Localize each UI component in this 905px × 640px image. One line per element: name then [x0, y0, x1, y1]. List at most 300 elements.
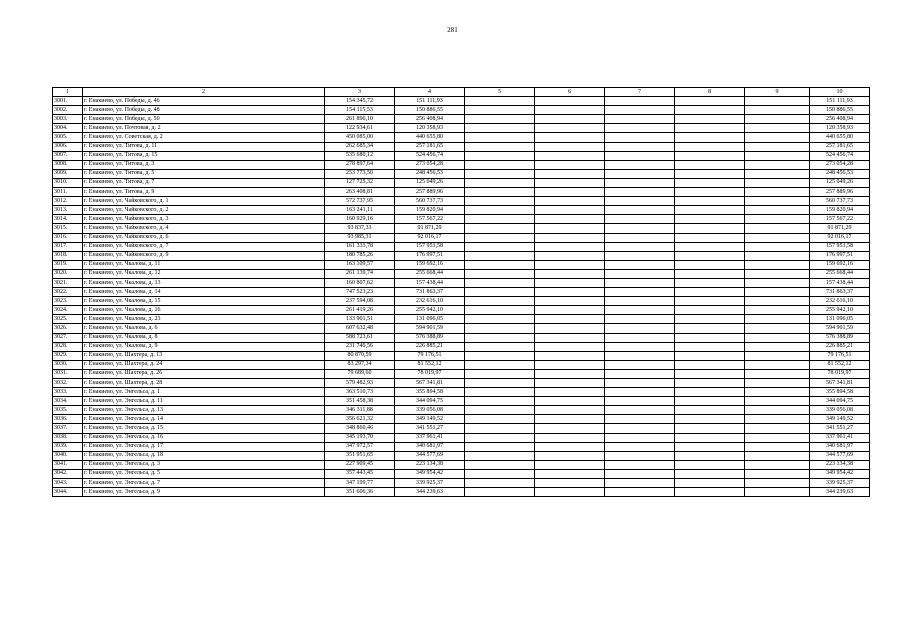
table-row: [53, 142, 870, 151]
row-empty-col6: [535, 369, 605, 378]
row-address: г. Енакиево, ул. Энгельса, д. 9: [83, 488, 325, 497]
row-value-col3: 535 680,12: [325, 151, 395, 160]
row-empty-col9: [745, 415, 810, 424]
row-empty-col7: [605, 315, 675, 324]
row-value-col3: 263 408,81: [325, 188, 395, 197]
row-empty-col6: [535, 151, 605, 160]
row-empty-col8: [675, 133, 745, 142]
row-address: г. Енакиево, ул. Шахтера, д. 28: [83, 379, 325, 388]
row-value-col4: 151 111,93: [395, 97, 465, 106]
row-number: 3029.: [53, 351, 83, 360]
row-empty-col6: [535, 124, 605, 133]
row-empty-col8: [675, 451, 745, 460]
table-row: [53, 424, 870, 433]
row-value-col4: 344 577,69: [395, 451, 465, 460]
row-empty-col9: [745, 306, 810, 315]
page-number: 281: [447, 26, 458, 34]
row-value-col3: 93 985,31: [325, 233, 395, 242]
table-row: [53, 306, 870, 315]
row-address: г. Енакиево, ул. Энгельса, д. 14: [83, 415, 325, 424]
row-empty-col6: [535, 297, 605, 306]
row-value-col4: 176 997,51: [395, 251, 465, 260]
row-number: 3021.: [53, 278, 83, 287]
row-empty-col9: [745, 124, 810, 133]
table-row: [53, 224, 870, 233]
row-address: г. Енакиево, ул. Чайковского, д. 7: [83, 242, 325, 251]
table-row: [53, 333, 870, 342]
row-value-col10: 567 341,81: [810, 379, 870, 388]
row-number: 3042.: [53, 469, 83, 478]
row-empty-col8: [675, 288, 745, 297]
row-empty-col8: [675, 433, 745, 442]
row-empty-col8: [675, 342, 745, 351]
row-value-col10: 349 954,42: [810, 469, 870, 478]
row-value-col3: 154 345,72: [325, 97, 395, 106]
row-empty-col8: [675, 388, 745, 397]
row-empty-col6: [535, 342, 605, 351]
row-empty-col7: [605, 288, 675, 297]
row-empty-col5: [465, 424, 535, 433]
row-empty-col5: [465, 278, 535, 287]
row-empty-col9: [745, 142, 810, 151]
row-empty-col9: [745, 451, 810, 460]
row-empty-col8: [675, 260, 745, 269]
row-empty-col6: [535, 460, 605, 469]
row-empty-col5: [465, 242, 535, 251]
row-address: г. Енакиево, ул. Чкалова, д. 15: [83, 297, 325, 306]
table-row: [53, 469, 870, 478]
row-empty-col9: [745, 233, 810, 242]
row-value-col10: 576 388,89: [810, 333, 870, 342]
row-value-col10: 223 134,38: [810, 460, 870, 469]
row-value-col3: 346 311,88: [325, 406, 395, 415]
row-empty-col7: [605, 369, 675, 378]
row-empty-col9: [745, 406, 810, 415]
row-empty-col5: [465, 333, 535, 342]
row-empty-col7: [605, 397, 675, 406]
row-value-col10: 344 577,69: [810, 451, 870, 460]
row-value-col10: 81 552,12: [810, 360, 870, 369]
row-value-col3: 363 510,73: [325, 388, 395, 397]
row-empty-col9: [745, 469, 810, 478]
row-empty-col5: [465, 206, 535, 215]
row-value-col10: 524 456,74: [810, 151, 870, 160]
row-number: 3044.: [53, 488, 83, 497]
row-empty-col7: [605, 269, 675, 278]
row-empty-col7: [605, 124, 675, 133]
row-empty-col6: [535, 160, 605, 169]
row-empty-col6: [535, 397, 605, 406]
row-empty-col7: [605, 151, 675, 160]
row-empty-col7: [605, 178, 675, 187]
row-empty-col8: [675, 479, 745, 488]
row-empty-col8: [675, 488, 745, 497]
row-value-col3: 356 621,32: [325, 415, 395, 424]
column-header: 8: [675, 88, 745, 97]
row-address: г. Енакиево, ул. Чкалова, д. 12: [83, 269, 325, 278]
column-header: 1: [53, 88, 83, 97]
row-value-col10: 337 961,41: [810, 433, 870, 442]
row-empty-col5: [465, 433, 535, 442]
row-number: 3022.: [53, 288, 83, 297]
row-address: г. Енакиево, ул. Энгельса, д. 18: [83, 451, 325, 460]
row-empty-col8: [675, 151, 745, 160]
row-value-col4: 79 176,51: [395, 351, 465, 360]
row-value-col10: 594 901,59: [810, 324, 870, 333]
row-value-col10: 257 889,96: [810, 188, 870, 197]
row-empty-col6: [535, 379, 605, 388]
row-empty-col5: [465, 106, 535, 115]
row-empty-col9: [745, 188, 810, 197]
row-empty-col5: [465, 397, 535, 406]
row-number: 3023.: [53, 297, 83, 306]
row-address: г. Енакиево, ул. Титова, д. 11: [83, 142, 325, 151]
table-row: [53, 288, 870, 297]
row-empty-col5: [465, 97, 535, 106]
row-empty-col7: [605, 115, 675, 124]
row-empty-col9: [745, 169, 810, 178]
row-empty-col6: [535, 233, 605, 242]
row-empty-col5: [465, 133, 535, 142]
row-empty-col5: [465, 269, 535, 278]
row-empty-col7: [605, 388, 675, 397]
row-empty-col5: [465, 369, 535, 378]
row-number: 3030.: [53, 360, 83, 369]
row-value-col3: 163 109,57: [325, 260, 395, 269]
row-number: 3007.: [53, 151, 83, 160]
row-value-col3: 127 725,32: [325, 178, 395, 187]
row-empty-col6: [535, 197, 605, 206]
row-empty-col6: [535, 360, 605, 369]
row-empty-col8: [675, 406, 745, 415]
row-empty-col6: [535, 488, 605, 497]
row-value-col10: 176 997,51: [810, 251, 870, 260]
row-address: г. Енакиево, ул. Шахтера, д. 26: [83, 369, 325, 378]
row-value-col3: 351 458,38: [325, 397, 395, 406]
row-number: 3026.: [53, 324, 83, 333]
row-empty-col5: [465, 224, 535, 233]
row-empty-col6: [535, 142, 605, 151]
row-empty-col9: [745, 397, 810, 406]
row-empty-col6: [535, 406, 605, 415]
row-value-col10: 91 871,29: [810, 224, 870, 233]
row-value-col4: 257 181,65: [395, 142, 465, 151]
row-empty-col7: [605, 97, 675, 106]
row-number: 3031.: [53, 369, 83, 378]
row-value-col4: 226 885,21: [395, 342, 465, 351]
table-row: [53, 178, 870, 187]
table-row: [53, 488, 870, 497]
row-empty-col9: [745, 115, 810, 124]
row-number: 3035.: [53, 406, 83, 415]
row-value-col4: 524 456,74: [395, 151, 465, 160]
row-empty-col6: [535, 469, 605, 478]
row-number: 3005.: [53, 133, 83, 142]
row-empty-col7: [605, 324, 675, 333]
row-value-col3: 231 740,56: [325, 342, 395, 351]
table-row: [53, 278, 870, 287]
row-empty-col7: [605, 306, 675, 315]
row-empty-col5: [465, 479, 535, 488]
row-value-col4: 731 863,37: [395, 288, 465, 297]
row-value-col3: 163 241,11: [325, 206, 395, 215]
row-empty-col9: [745, 224, 810, 233]
row-address: г. Енакиево, ул. Победы, д. 48: [83, 106, 325, 115]
row-value-col4: 255 668,44: [395, 269, 465, 278]
row-empty-col6: [535, 97, 605, 106]
column-header: 5: [465, 88, 535, 97]
row-address: г. Енакиево, ул. Чкалова, д. 8: [83, 333, 325, 342]
column-header: 10: [810, 88, 870, 97]
row-empty-col6: [535, 442, 605, 451]
row-value-col3: 160 807,62: [325, 278, 395, 287]
row-address: г. Енакиево, ул. Шахтера, д. 24: [83, 360, 325, 369]
row-value-col3: 345 193,70: [325, 433, 395, 442]
row-value-col10: 257 181,65: [810, 142, 870, 151]
row-address: г. Енакиево, ул. Чайковского, д. 2: [83, 206, 325, 215]
row-value-col3: 261 896,10: [325, 115, 395, 124]
row-number: 3027.: [53, 333, 83, 342]
row-empty-col5: [465, 342, 535, 351]
row-number: 3013.: [53, 206, 83, 215]
row-value-col4: 120 358,93: [395, 124, 465, 133]
row-address: г. Енакиево, ул. Титова, д. 7: [83, 178, 325, 187]
row-value-col4: 150 886,55: [395, 106, 465, 115]
row-value-col4: 232 616,10: [395, 297, 465, 306]
row-empty-col8: [675, 333, 745, 342]
row-value-col10: 273 054,28: [810, 160, 870, 169]
row-number: 3003.: [53, 115, 83, 124]
row-address: г. Енакиево, ул. Победы, д. 50: [83, 115, 325, 124]
row-address: г. Енакиево, ул. Титова, д. 9: [83, 188, 325, 197]
row-value-col3: 180 785,26: [325, 251, 395, 260]
row-number: 3037.: [53, 424, 83, 433]
row-address: г. Енакиево, ул. Чайковского, д. 4: [83, 224, 325, 233]
row-address: г. Енакиево, ул. Чайковского, д. 9: [83, 251, 325, 260]
row-value-col10: 256 408,94: [810, 115, 870, 124]
row-empty-col7: [605, 242, 675, 251]
row-empty-col9: [745, 160, 810, 169]
column-header-row: [53, 88, 870, 97]
row-value-col10: 92 016,17: [810, 233, 870, 242]
row-empty-col5: [465, 260, 535, 269]
row-value-col4: 81 552,12: [395, 360, 465, 369]
row-value-col3: 237 594,08: [325, 297, 395, 306]
row-value-col4: 125 049,26: [395, 178, 465, 187]
row-empty-col7: [605, 406, 675, 415]
row-number: 3009.: [53, 169, 83, 178]
row-value-col10: 79 176,51: [810, 351, 870, 360]
row-number: 3039.: [53, 442, 83, 451]
row-empty-col8: [675, 188, 745, 197]
row-value-col4: 349 954,42: [395, 469, 465, 478]
row-value-col4: 594 901,59: [395, 324, 465, 333]
row-number: 3018.: [53, 251, 83, 260]
row-empty-col5: [465, 188, 535, 197]
table-row: [53, 406, 870, 415]
row-empty-col9: [745, 278, 810, 287]
row-empty-col6: [535, 251, 605, 260]
row-empty-col7: [605, 488, 675, 497]
row-empty-col6: [535, 433, 605, 442]
row-empty-col5: [465, 488, 535, 497]
row-empty-col7: [605, 360, 675, 369]
row-empty-col5: [465, 360, 535, 369]
row-address: г. Енакиево, ул. Энгельса, д. 11: [83, 397, 325, 406]
row-address: г. Енакиево, ул. Шахтера, д. 13: [83, 351, 325, 360]
row-empty-col8: [675, 324, 745, 333]
row-address: г. Енакиево, ул. Чайковского, д. 6: [83, 233, 325, 242]
row-empty-col8: [675, 442, 745, 451]
row-number: 3020.: [53, 269, 83, 278]
data-table: [52, 87, 870, 497]
table-row: [53, 315, 870, 324]
row-value-col3: 579 482,93: [325, 379, 395, 388]
row-empty-col9: [745, 424, 810, 433]
row-empty-col7: [605, 260, 675, 269]
row-empty-col7: [605, 379, 675, 388]
row-value-col10: 255 942,10: [810, 306, 870, 315]
table-row: [53, 97, 870, 106]
row-value-col10: 560 737,73: [810, 197, 870, 206]
row-empty-col6: [535, 388, 605, 397]
row-value-col10: 349 149,52: [810, 415, 870, 424]
row-empty-col6: [535, 260, 605, 269]
row-empty-col7: [605, 215, 675, 224]
row-value-col4: 344 094,75: [395, 397, 465, 406]
row-address: г. Енакиево, ул. Энгельса, д. 3: [83, 460, 325, 469]
row-address: г. Енакиево, ул. Энгельса, д. 15: [83, 424, 325, 433]
row-empty-col8: [675, 424, 745, 433]
row-address: г. Енакиево, ул. Титова, д. 3: [83, 160, 325, 169]
table-row: [53, 369, 870, 378]
row-value-col4: 159 820,94: [395, 206, 465, 215]
row-empty-col5: [465, 288, 535, 297]
row-empty-col9: [745, 460, 810, 469]
row-value-col10: 159 692,16: [810, 260, 870, 269]
row-value-col3: 351 606,36: [325, 488, 395, 497]
row-empty-col8: [675, 369, 745, 378]
row-number: 3004.: [53, 124, 83, 133]
row-empty-col6: [535, 415, 605, 424]
table-row: [53, 442, 870, 451]
row-empty-col9: [745, 479, 810, 488]
row-number: 3038.: [53, 433, 83, 442]
row-empty-col5: [465, 151, 535, 160]
row-number: 3033.: [53, 388, 83, 397]
row-number: 3041.: [53, 460, 83, 469]
row-number: 3017.: [53, 242, 83, 251]
column-header: 6: [535, 88, 605, 97]
row-empty-col8: [675, 124, 745, 133]
table-row: [53, 188, 870, 197]
row-empty-col6: [535, 479, 605, 488]
row-value-col10: 150 886,55: [810, 106, 870, 115]
row-value-col4: 157 953,58: [395, 242, 465, 251]
row-empty-col9: [745, 369, 810, 378]
row-empty-col6: [535, 324, 605, 333]
row-empty-col9: [745, 297, 810, 306]
row-value-col3: 261 419,26: [325, 306, 395, 315]
row-empty-col6: [535, 242, 605, 251]
row-empty-col9: [745, 260, 810, 269]
row-empty-col9: [745, 197, 810, 206]
row-value-col10: 125 049,26: [810, 178, 870, 187]
row-empty-col7: [605, 460, 675, 469]
row-value-col4: 248 456,53: [395, 169, 465, 178]
row-empty-col6: [535, 351, 605, 360]
row-value-col4: 157 567,22: [395, 215, 465, 224]
row-empty-col6: [535, 269, 605, 278]
row-empty-col6: [535, 288, 605, 297]
row-value-col3: 262 685,34: [325, 142, 395, 151]
row-value-col10: 339 925,37: [810, 479, 870, 488]
row-address: г. Енакиево, ул. Чкалова, д. 11: [83, 260, 325, 269]
row-empty-col5: [465, 351, 535, 360]
row-number: 3040.: [53, 451, 83, 460]
row-value-col10: 340 681,97: [810, 442, 870, 451]
row-empty-col7: [605, 233, 675, 242]
row-empty-col8: [675, 197, 745, 206]
row-number: 3028.: [53, 342, 83, 351]
row-empty-col9: [745, 288, 810, 297]
row-empty-col6: [535, 206, 605, 215]
row-empty-col9: [745, 269, 810, 278]
row-number: 3036.: [53, 415, 83, 424]
row-value-col4: 560 737,73: [395, 197, 465, 206]
row-empty-col9: [745, 206, 810, 215]
row-empty-col5: [465, 442, 535, 451]
row-value-col3: 588 723,61: [325, 333, 395, 342]
column-header: 3: [325, 88, 395, 97]
row-empty-col9: [745, 333, 810, 342]
row-number: 3006.: [53, 142, 83, 151]
row-empty-col5: [465, 233, 535, 242]
row-empty-col9: [745, 360, 810, 369]
row-value-col10: 440 655,80: [810, 133, 870, 142]
row-value-col4: 159 692,16: [395, 260, 465, 269]
row-empty-col5: [465, 297, 535, 306]
row-empty-col7: [605, 424, 675, 433]
row-empty-col6: [535, 169, 605, 178]
table-row: [53, 351, 870, 360]
row-value-col3: 278 897,64: [325, 160, 395, 169]
row-empty-col7: [605, 351, 675, 360]
row-empty-col8: [675, 233, 745, 242]
row-empty-col6: [535, 306, 605, 315]
row-empty-col9: [745, 324, 810, 333]
row-empty-col7: [605, 479, 675, 488]
row-number: 3011.: [53, 188, 83, 197]
row-empty-col8: [675, 206, 745, 215]
row-empty-col8: [675, 297, 745, 306]
row-empty-col5: [465, 469, 535, 478]
row-empty-col8: [675, 379, 745, 388]
row-empty-col8: [675, 351, 745, 360]
table-row: [53, 260, 870, 269]
row-address: г. Енакиево, ул. Победы, д. 46: [83, 97, 325, 106]
row-empty-col8: [675, 169, 745, 178]
column-header: 7: [605, 88, 675, 97]
row-address: г. Енакиево, ул. Чкалова, д. 13: [83, 278, 325, 287]
row-value-col4: 223 134,38: [395, 460, 465, 469]
row-empty-col5: [465, 160, 535, 169]
row-value-col10: 248 456,53: [810, 169, 870, 178]
row-empty-col8: [675, 97, 745, 106]
table-row: [53, 479, 870, 488]
row-value-col4: 567 341,81: [395, 379, 465, 388]
row-empty-col8: [675, 160, 745, 169]
